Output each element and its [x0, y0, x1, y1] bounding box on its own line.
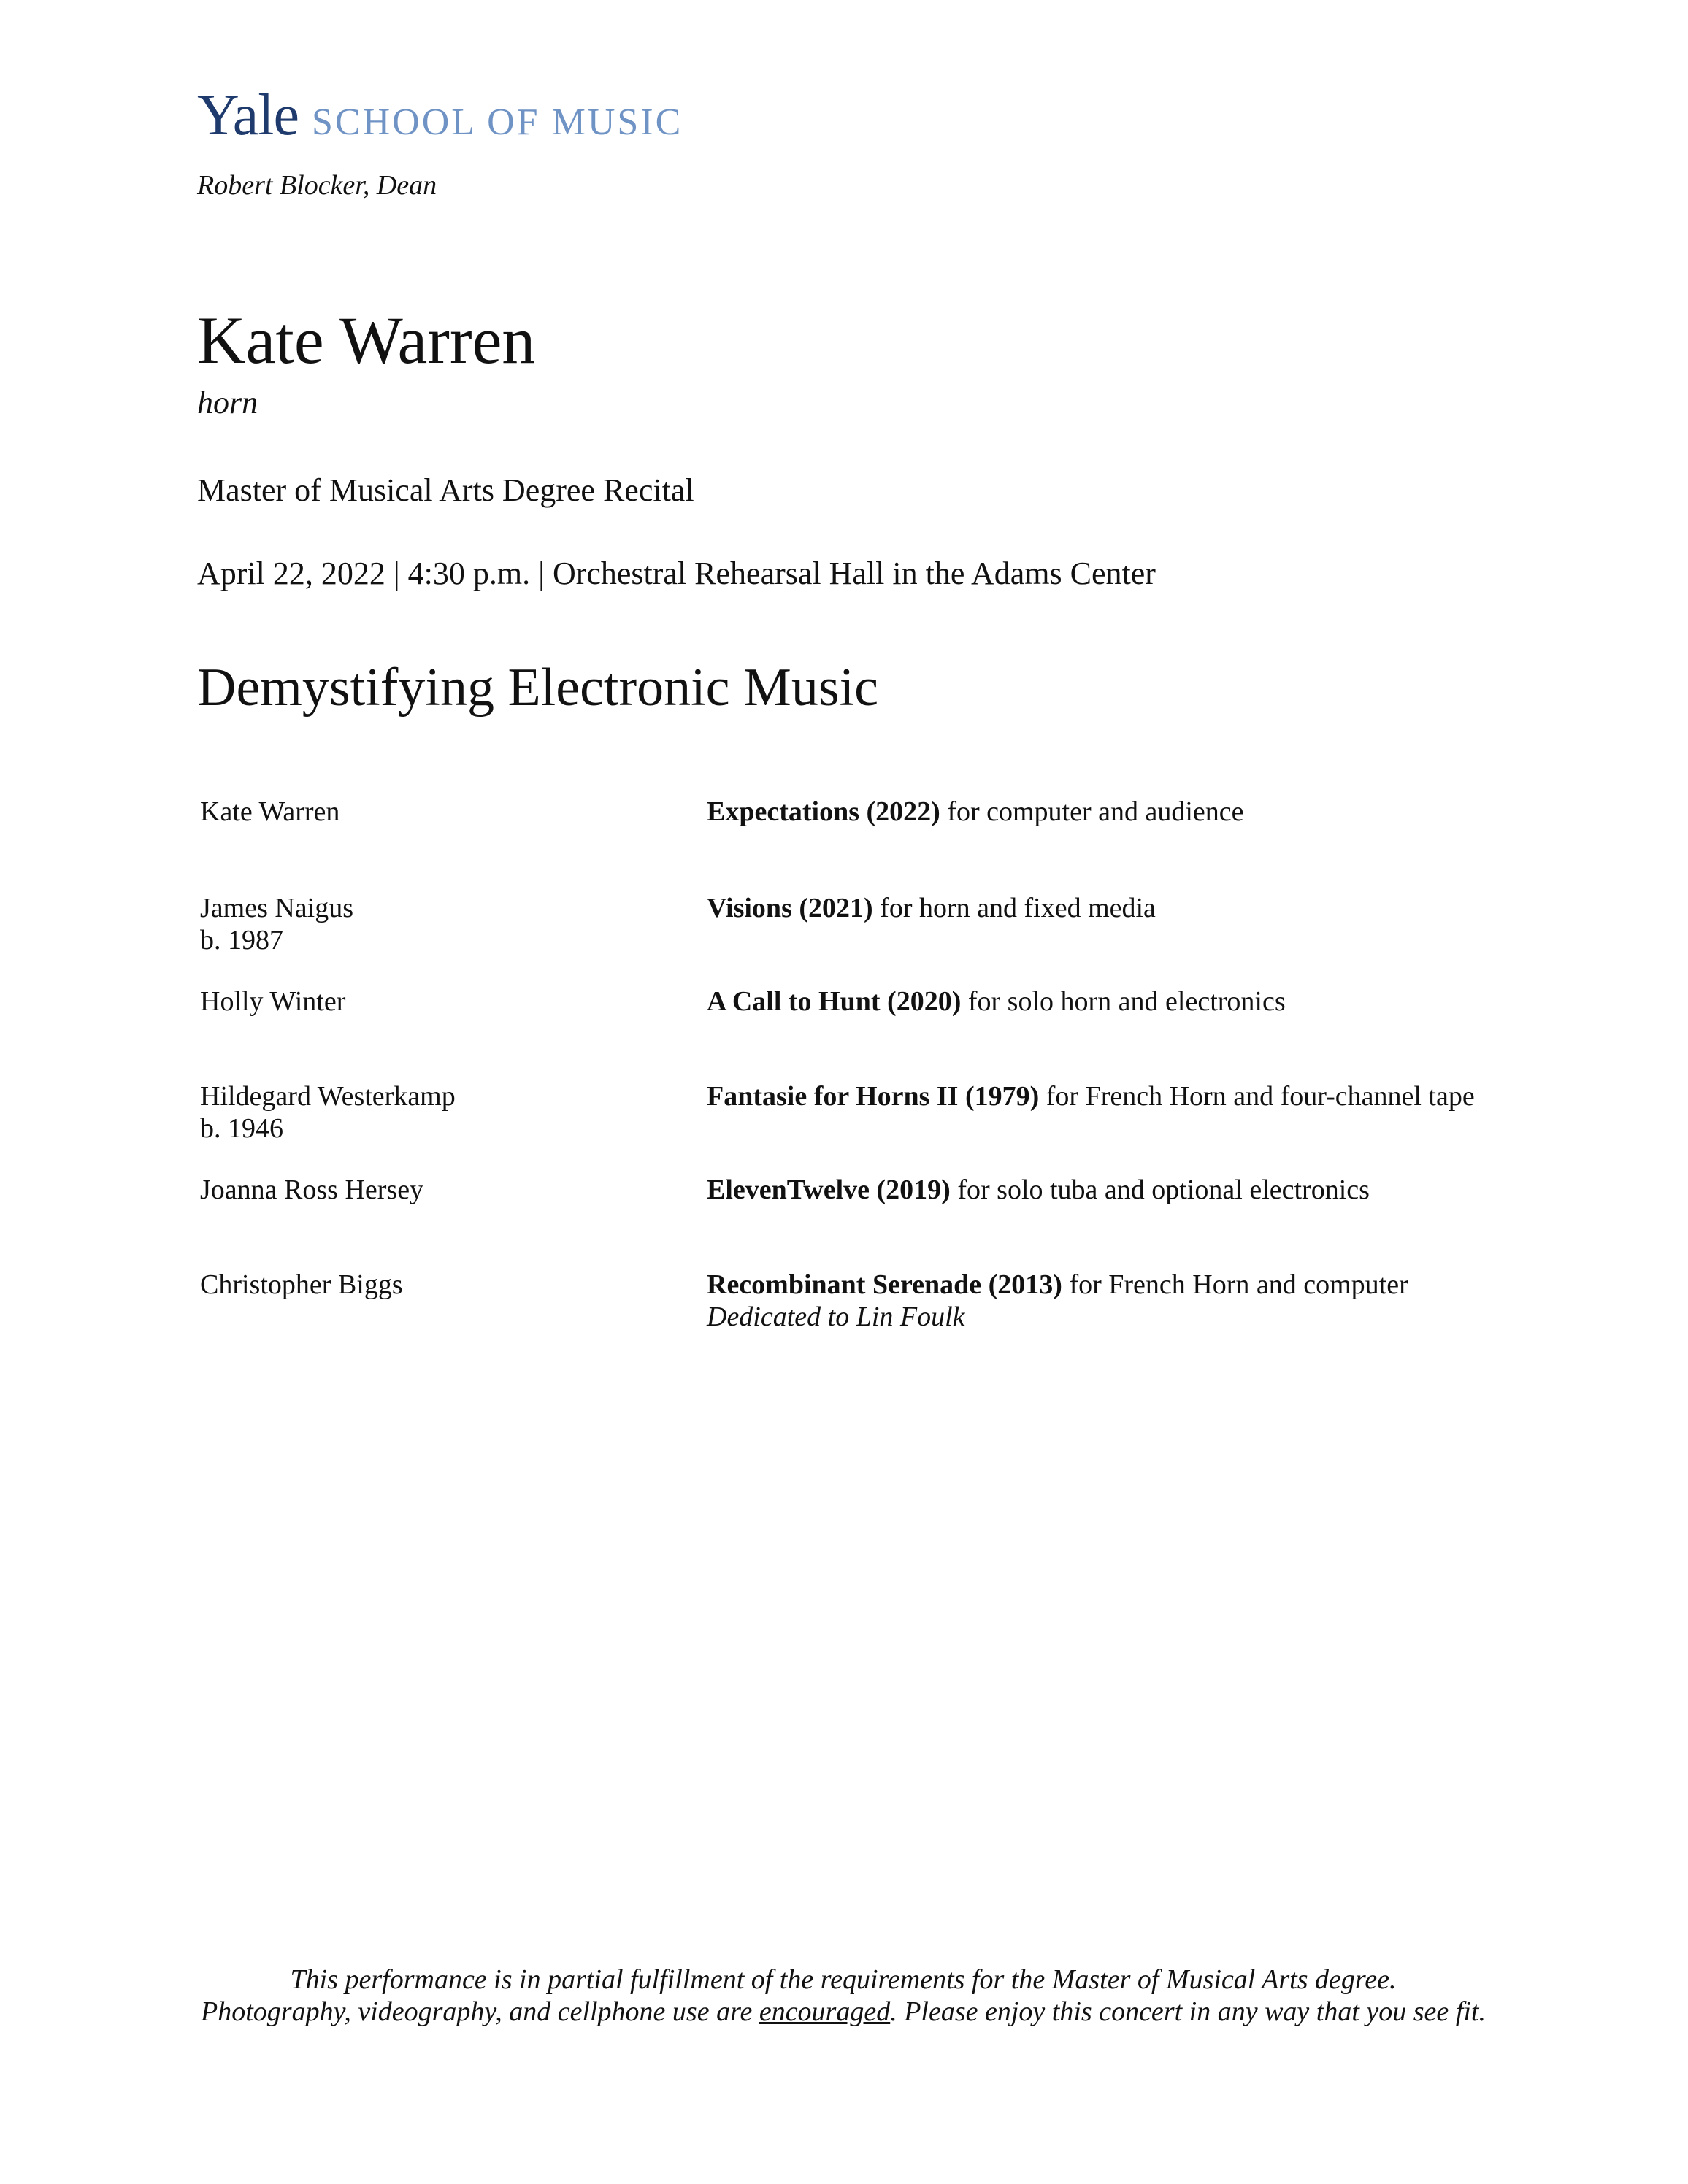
work-instrumentation: for French Horn and four-channel tape	[1039, 1081, 1475, 1112]
performer-instrument: horn	[197, 385, 258, 420]
footer-line-2	[197, 1996, 1489, 2028]
work-title: Visions (2021)	[707, 893, 873, 923]
work-instrumentation: for solo tuba and optional electronics	[950, 1174, 1370, 1205]
work	[707, 892, 1495, 924]
dean-line: Robert Blocker, Dean	[197, 170, 437, 201]
work-instrumentation: for horn and fixed media	[872, 893, 1156, 923]
composer	[200, 892, 697, 956]
work-title: Recombinant Serenade (2013)	[707, 1269, 1062, 1300]
composer	[200, 796, 697, 828]
logo-yale-wordmark: Yale	[197, 83, 299, 147]
logo-school-wordmark: SCHOOL OF MUSIC	[312, 101, 683, 143]
footer-note	[197, 1964, 1489, 2028]
composer-name: Christopher Biggs	[200, 1269, 403, 1300]
footer-line-1: This performance is in partial fulfillment of the requirements for the Master of Musical Arts degree.	[290, 1964, 1397, 1995]
work	[707, 796, 1495, 828]
composer-dates: b. 1987	[200, 925, 283, 956]
work-instrumentation: for French Horn and computer	[1062, 1269, 1408, 1300]
composer	[200, 1174, 697, 1206]
composer-dates: b. 1946	[200, 1113, 283, 1144]
event-date-time-venue: April 22, 2022 | 4:30 p.m. | Orchestral Rehearsal Hall in the Adams Center	[197, 555, 1156, 591]
work	[707, 985, 1495, 1018]
footer-line-2-start: Photography, videography, and cellphone use are	[201, 1996, 759, 2027]
composer-name: James Naigus	[200, 893, 354, 923]
recital-type: Master of Musical Arts Degree Recital	[197, 472, 694, 508]
composer	[200, 1080, 697, 1145]
footer-line-2-end: . Please enjoy this concert in any way that you see fit.	[890, 1996, 1486, 2027]
work-instrumentation: for solo horn and electronics	[961, 986, 1286, 1017]
composer-name: Joanna Ross Hersey	[200, 1174, 424, 1205]
yale-school-of-music-logo	[197, 83, 683, 147]
composer	[200, 985, 697, 1018]
work-title: Fantasie for Horns II (1979)	[707, 1081, 1040, 1112]
work-title: ElevenTwelve (2019)	[707, 1174, 951, 1205]
work-title: Expectations (2022)	[707, 796, 940, 827]
composer	[200, 1269, 697, 1301]
work	[707, 1080, 1495, 1112]
work-title: A Call to Hunt (2020)	[707, 986, 962, 1017]
composer-name: Hildegard Westerkamp	[200, 1081, 456, 1112]
composer-name: Kate Warren	[200, 796, 340, 827]
work	[707, 1269, 1495, 1333]
work-instrumentation: for computer and audience	[940, 796, 1244, 827]
work-dedication: Dedicated to Lin Foulk	[707, 1301, 965, 1332]
program-title: Demystifying Electronic Music	[197, 658, 879, 718]
footer-emphasis: encouraged	[759, 1996, 891, 2027]
performer-name: Kate Warren	[197, 303, 536, 377]
composer-name: Holly Winter	[200, 986, 346, 1017]
work	[707, 1174, 1495, 1206]
